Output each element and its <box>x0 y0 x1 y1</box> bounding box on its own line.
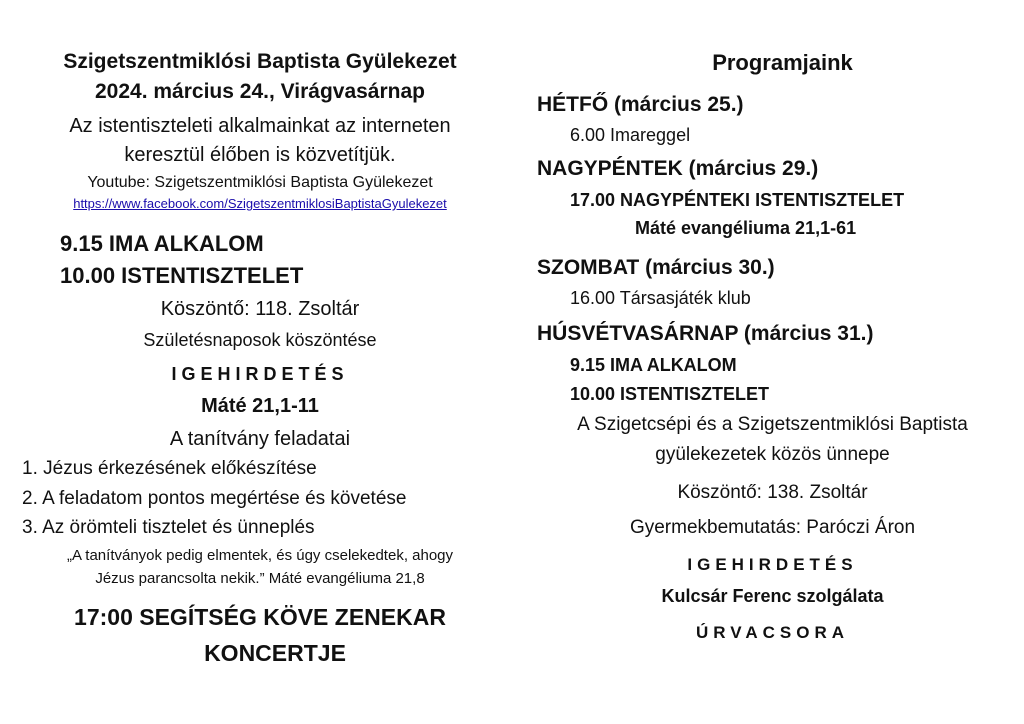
joint-service-line-2: gyülekezetek közös ünnepe <box>655 444 890 465</box>
scripture-quote-line-1: „A tanítványok pedig elmentek, és úgy cselekedtek, ahogy <box>66 547 454 564</box>
sermon-title: A tanítvány feladatai <box>169 428 351 450</box>
prayer-time: 9.15 IMA ALKALOM <box>60 231 264 256</box>
good-friday-event: 17.00 NAGYPÉNTEKI ISTENTISZTELET <box>570 190 905 210</box>
church-name: Szigetszentmiklósi Baptista Gyülekezet <box>63 50 457 73</box>
joint-service-line-1: A Szigetcsépi és a Szigetszentmiklósi Baptista <box>577 414 968 435</box>
easter-prayer: 9.15 IMA ALKALOM <box>570 355 737 375</box>
stream-info-line-2: keresztül élőben is közvetítjük. <box>124 144 396 166</box>
service-date: 2024. március 24., Virágvasárnap <box>95 80 425 103</box>
stream-info-line-1: Az istentiszteleti alkalmainkat az interneten <box>69 115 451 137</box>
saturday-event: 16.00 Társasjáték klub <box>570 288 751 308</box>
monday-heading: HÉTFŐ (március 25.) <box>537 93 744 116</box>
birthday-greeting: Születésnaposok köszöntése <box>143 330 377 350</box>
good-friday-heading: NAGYPÉNTEK (március 29.) <box>537 157 819 180</box>
easter-heading: HÚSVÉTVASÁRNAP (március 31.) <box>537 322 874 345</box>
sermon-point: 2. A feladatom pontos megértése és követése <box>22 488 407 509</box>
concert-line-1: 17:00 SEGÍTSÉG KÖVE ZENEKAR <box>74 604 446 630</box>
facebook-link-wrap <box>0 197 520 212</box>
youtube-channel: Youtube: Szigetszentmiklósi Baptista Gyülekezet <box>87 174 433 191</box>
scripture-quote-line-2: Jézus parancsolta nekik.” Máté evangéliuma 21,8 <box>95 570 425 587</box>
sermon-point: 3. Az örömteli tisztelet és ünneplés <box>22 517 315 538</box>
service-time: 10.00 ISTENTISZTELET <box>60 263 304 288</box>
good-friday-reference: Máté evangéliuma 21,1-61 <box>635 218 857 238</box>
easter-sermon-heading: IGEHIRDETÉS <box>687 555 858 574</box>
sermon-heading: IGEHIRDETÉS <box>171 364 349 384</box>
monday-event: 6.00 Imareggel <box>570 125 691 145</box>
concert-line-2: KONCERTJE <box>204 640 346 666</box>
sermon-point: 1. Jézus érkezésének előkészítése <box>22 458 317 479</box>
communion: ÚRVACSORA <box>696 623 849 642</box>
sermon-reference: Máté 21,1-11 <box>201 395 319 417</box>
saturday-heading: SZOMBAT (március 30.) <box>537 256 775 279</box>
greeting-psalm: Köszöntő: 118. Zsoltár <box>160 298 360 320</box>
children-presentation: Gyermekbemutatás: Paróczi Áron <box>629 517 916 538</box>
easter-greeting-psalm: Köszöntő: 138. Zsoltár <box>677 482 868 503</box>
programs-title: Programjaink <box>712 50 853 75</box>
easter-service: 10.00 ISTENTISZTELET <box>570 384 770 404</box>
preacher: Kulcsár Ferenc szolgálata <box>661 586 884 606</box>
facebook-link[interactable]: https://www.facebook.com/SzigetszentmiklosiBaptistaGyulekezet <box>73 196 447 211</box>
